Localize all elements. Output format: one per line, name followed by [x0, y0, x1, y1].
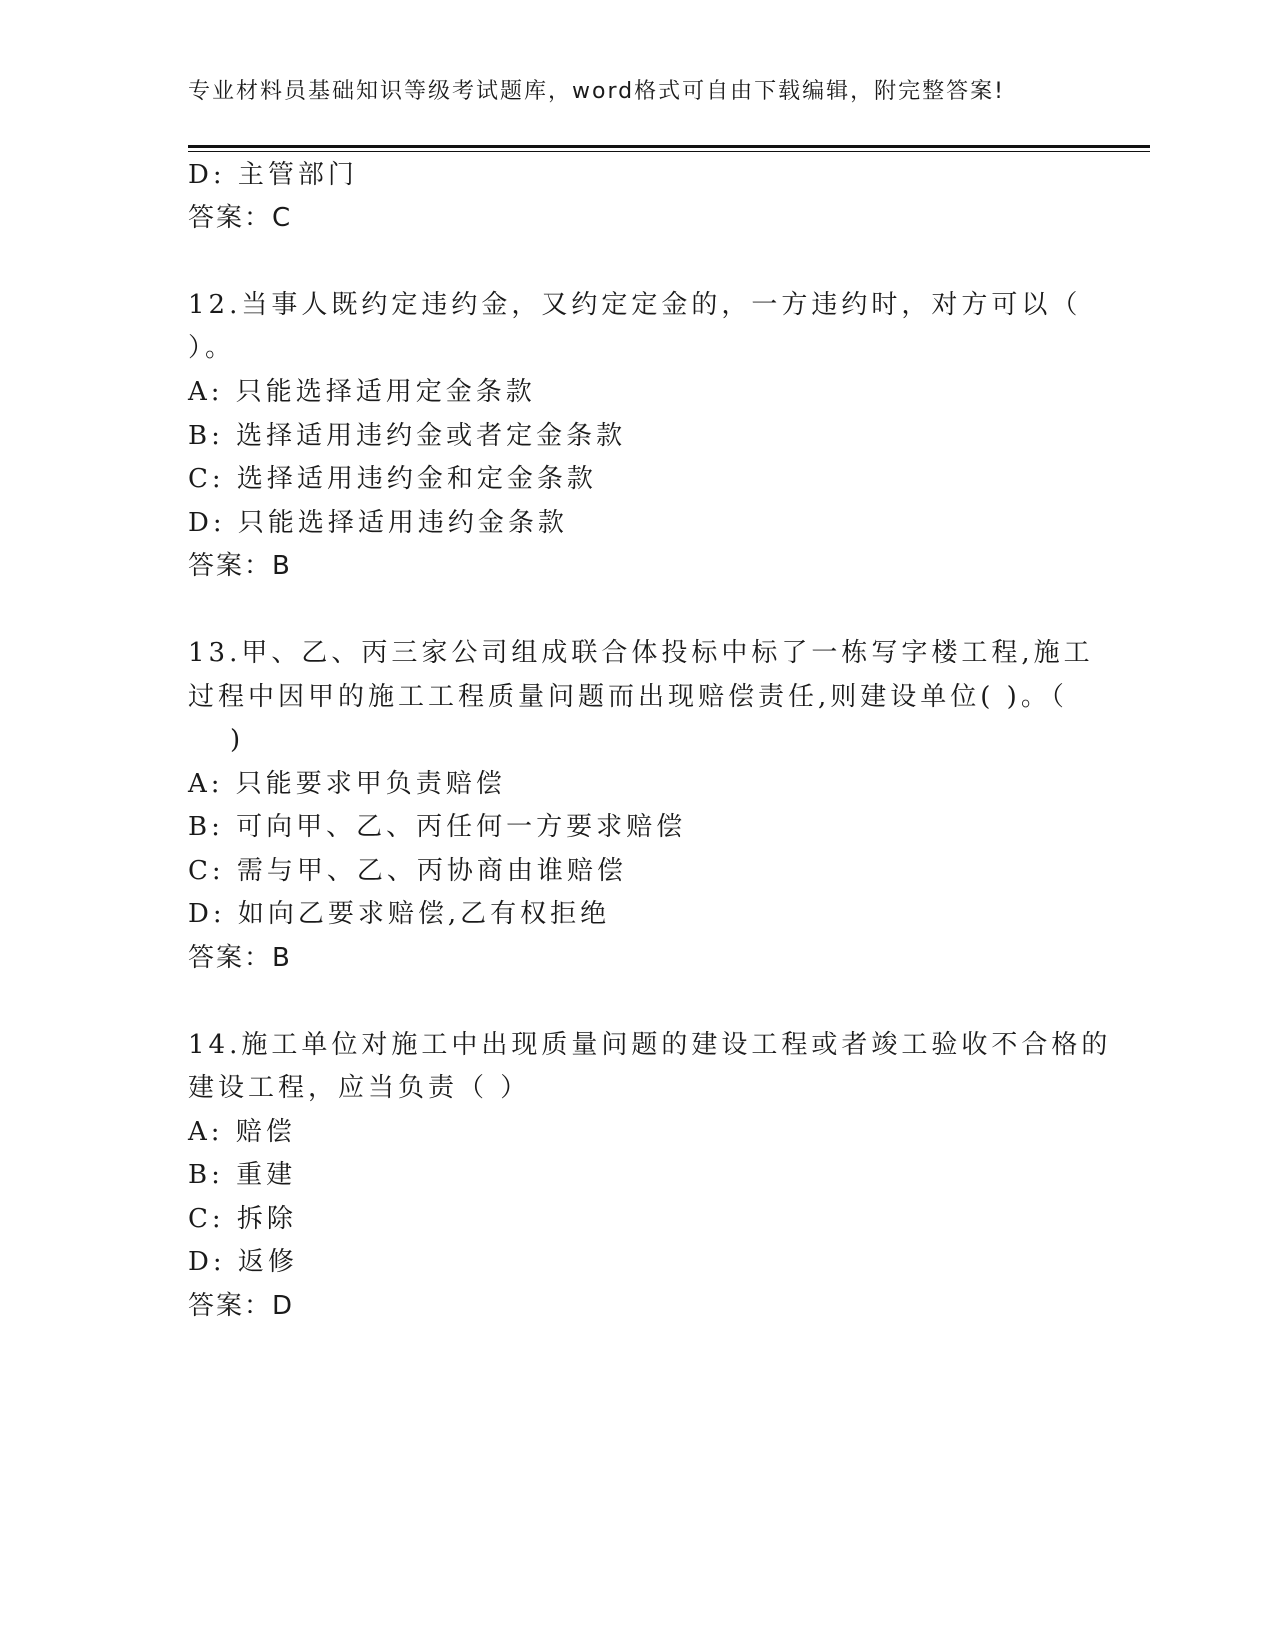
q12-option-b: B: 选择适用违约金或者定金条款 — [188, 421, 627, 451]
q13-stem-line3: ) — [230, 725, 245, 755]
q13-answer: 答案：B — [188, 943, 292, 973]
q13-stem-line2: 过程中因甲的施工工程质量问题而出现赔偿责任,则建设单位( )。（ — [188, 682, 1068, 712]
q13-stem-line1: 13.甲、乙、丙三家公司组成联合体投标中标了一栋写字楼工程,施工 — [188, 638, 1094, 668]
q14-stem-line1: 14.施工单位对施工中出现质量问题的建设工程或者竣工验收不合格的 — [188, 1030, 1112, 1060]
q13-option-d: D: 如向乙要求赔偿,乙有权拒绝 — [188, 899, 611, 929]
q12-option-a: A: 只能选择适用定金条款 — [188, 377, 536, 407]
q11-answer: 答案：C — [188, 203, 293, 233]
q12-option-c: C: 选择适用违约金和定金条款 — [188, 464, 597, 494]
page-header: 专业材料员基础知识等级考试题库，word格式可自由下载编辑，附完整答案! — [188, 79, 1005, 104]
q14-stem-line2: 建设工程，应当负责（ ） — [188, 1073, 531, 1103]
header-rule-thin — [188, 151, 1150, 152]
q12-stem-line1: 12.当事人既约定违约金，又约定定金的，一方违约时，对方可以（ — [188, 290, 1082, 320]
q13-option-b: B: 可向甲、乙、丙任何一方要求赔偿 — [188, 812, 687, 842]
header-rule-thick — [188, 145, 1150, 148]
q14-answer: 答案：D — [188, 1291, 295, 1321]
q12-stem-line2: ）。 — [188, 333, 236, 363]
q13-option-a: A: 只能要求甲负责赔偿 — [188, 769, 506, 799]
q14-option-b: B: 重建 — [188, 1160, 297, 1190]
q12-option-d: D: 只能选择适用违约金条款 — [188, 508, 568, 538]
q14-option-a: A: 赔偿 — [188, 1117, 296, 1147]
q14-option-d: D: 返修 — [188, 1247, 298, 1277]
q14-option-c: C: 拆除 — [188, 1204, 297, 1234]
q13-option-c: C: 需与甲、乙、丙协商由谁赔偿 — [188, 856, 627, 886]
q11-option-d: D: 主管部门 — [188, 160, 358, 190]
q12-answer: 答案：B — [188, 551, 292, 581]
